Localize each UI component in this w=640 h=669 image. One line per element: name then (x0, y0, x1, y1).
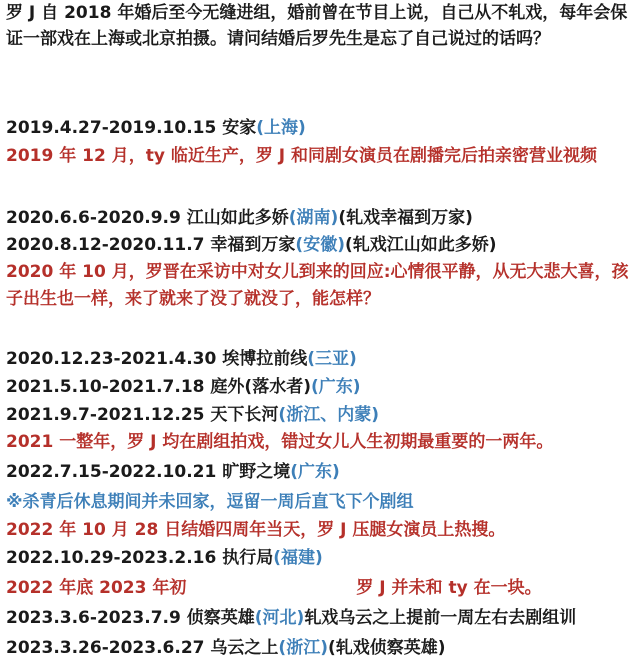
entry-extra: 轧戏乌云之上提前一周左右去剧组训 (304, 608, 577, 628)
entry-place: (湖南) (288, 208, 339, 228)
entry-place: (福建) (273, 548, 323, 568)
timeline-entry (6, 460, 340, 484)
entry-date: 2022.10.29-2023.2.16 (6, 548, 217, 568)
entry-date: 2023.3.26-2023.6.27 (6, 638, 205, 658)
timeline-entry (6, 375, 361, 399)
intro-paragraph: 罗 J 自 2018 年婚后至今无缝进组，婚前曾在节目上说，自己从不轧戏，每年会保证一部戏在上海或北京拍摄。请问结婚后罗先生是忘了自己说过的话吗？ (6, 3, 628, 49)
timeline-entry (6, 233, 497, 257)
timeline-entry (6, 206, 473, 230)
red-note: 2022 年 10 月 28 日结婚四周年当天，罗 J 压腿女演员上热搜。 (6, 520, 506, 540)
red-note: 2019 年 12 月，ty 临近生产，罗 J 和同剧女演员在剧播完后拍亲密营业视频 (6, 146, 598, 166)
entry-date: 2019.4.27-2019.10.15 (6, 118, 217, 138)
timeline-entry (6, 347, 357, 371)
entry-place: (上海) (256, 118, 306, 138)
timeline-entry (6, 116, 306, 140)
red-note (6, 576, 542, 600)
entry-extra: (轧戏江山如此多娇) (344, 235, 497, 255)
entry-title: 乌云之上 (210, 638, 279, 658)
entry-date: 2021.5.10-2021.7.18 (6, 377, 205, 397)
entry-place: (河北) (254, 608, 305, 628)
entry-date: 2021.9.7-2021.12.25 (6, 405, 205, 425)
entry-place: (三亚) (307, 349, 357, 369)
entry-title: 侦察英雄 (186, 608, 255, 628)
entry-date: 2022.7.15-2022.10.21 (6, 462, 217, 482)
red-note-part-a: 2022 年底 2023 年初 (6, 578, 187, 598)
timeline-entry (6, 546, 323, 570)
entry-title: 江山如此多娇 (186, 208, 289, 228)
blue-note: ※杀青后休息期间并未回家，逗留一周后直飞下个剧组 (6, 492, 414, 512)
entry-date: 2020.8.12-2020.11.7 (6, 235, 205, 255)
red-note: 2020 年 10 月，罗晋在采访中对女儿到来的回应:心情很平静，从无大悲大喜，孩子出生也一样，来了就来了没了就没了，能怎样？ (6, 262, 629, 309)
entry-place: (广东) (310, 377, 361, 397)
entry-place: (安徽) (295, 235, 345, 255)
entry-title: 天下长河 (210, 405, 279, 425)
entry-title: 庭外(落水者) (210, 377, 311, 397)
entry-date: 2023.3.6-2023.7.9 (6, 608, 181, 628)
red-note-part-b: 罗 J 并未和 ty 在一块。 (356, 578, 542, 598)
entry-title: 安家 (222, 118, 257, 138)
entry-title: 幸福到万家 (210, 235, 296, 255)
entry-date: 2020.12.23-2021.4.30 (6, 349, 217, 369)
entry-title: 旷野之境 (222, 462, 291, 482)
timeline-entry (6, 403, 379, 427)
entry-place: (浙江) (278, 638, 328, 658)
entry-date: 2020.6.6-2020.9.9 (6, 208, 181, 228)
entry-place: (浙江、内蒙) (278, 405, 379, 425)
timeline-entry (6, 636, 446, 660)
entry-extra: (轧戏幸福到万家) (338, 208, 473, 228)
entry-title: 埃博拉前线 (222, 349, 308, 369)
red-note: 2021 一整年，罗 J 均在剧组拍戏，错过女儿人生初期最重要的一两年。 (6, 432, 554, 452)
entry-extra: (轧戏侦察英雄) (327, 638, 446, 658)
timeline-entry (6, 606, 576, 630)
entry-title: 执行局 (222, 548, 274, 568)
entry-place: (广东) (290, 462, 340, 482)
